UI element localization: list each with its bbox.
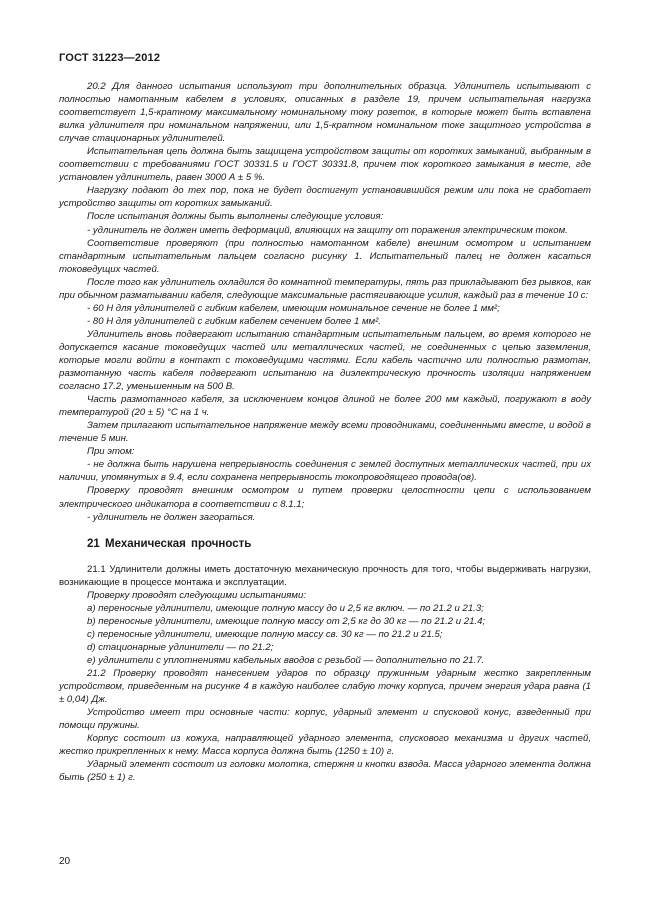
paragraph: Проверку проводят следующими испытаниями: xyxy=(87,589,306,601)
paragraph: Нагрузку подают до тех пор, пока не будет достигнут установившийся режим или пока не сработает устройство защиты от коротких замыканий. xyxy=(59,185,591,210)
list-item: е) удлинители с уплотнениями кабельных вводов с резьбой — дополнительно по 21.7. xyxy=(87,654,485,666)
paragraph: Устройство имеет три основные части: корпус, ударный элемент и спусковой конус, взведенный при помощи пружины. xyxy=(59,707,591,732)
paragraph: Соответствие проверяют (при полностью намотанном кабеле) внешним осмотром и испытанием стандартным испытательным пальцем согласно рисунку 1. Испытательный палец не должен касаться токоведущих частей. xyxy=(59,237,591,275)
list-item: - не должна быть нарушена непрерывность соединения с землей доступных металлических частей, при их наличии, упомянутых в 9.4, если сохранена непрерывность токопроводящего провода(ов). xyxy=(59,459,591,484)
list-item: а) переносные удлинители, имеющие полную массу до и 2,5 кг включ. — по 21.2 и 21.3; xyxy=(87,602,484,614)
document-body xyxy=(59,80,591,784)
paragraph: 21.2 Проверку проводят нанесением ударов по образцу пружинным ударным жестко закрепленным устройством, приведенным на рисунке 4 в каждую наиболее слабую точку корпуса, причем энергия удара равна (1 ± 0,04) Дж. xyxy=(59,668,591,706)
section-number: 21 xyxy=(87,537,100,550)
list-item: - 60 Н для удлинителей с гибким кабелем, имеющим номинальное сечение не более 1 мм²; xyxy=(87,302,500,314)
section-heading xyxy=(87,538,591,551)
paragraph: Затем прилагают испытательное напряжение между всеми проводниками, соединенными вместе, и водой в течение 5 мин. xyxy=(59,420,591,445)
paragraph: Проверку проводят внешним осмотром и путем проверки целостности цепи с использованием электрического индикатора в соответствии с 8.1.1; xyxy=(59,485,591,510)
list-item: - удлинитель не должен загораться. xyxy=(87,511,256,523)
paragraph: Ударный элемент состоит из головки молотка, стержня и кнопки взвода. Масса ударного элемента должна быть (250 ± 1) г. xyxy=(59,759,591,784)
paragraph: 21.1 Удлинители должны иметь достаточную механическую прочность для того, чтобы выдерживать нагрузки, возникающие в процессе монтажа и эксплуатации. xyxy=(59,563,591,588)
paragraph: После испытания должны быть выполнены следующие условия: xyxy=(87,211,384,223)
paragraph: При этом: xyxy=(87,446,135,458)
list-item: d) стационарные удлинители — по 21.2; xyxy=(87,641,274,653)
paragraph: После того как удлинитель охладился до комнатной температуры, пять раз прикладывают без рывков, как при обычном разматывании кабеля, следующие максимальные растягивающие усилия, каждый раз в течение 10 с: xyxy=(59,276,591,301)
paragraph: Часть размотанного кабеля, за исключением концов длиной не более 200 мм каждый, погружают в воду температурой (20 ± 5) °С на 1 ч. xyxy=(59,394,591,419)
list-item: - 80 Н для удлинителей с гибким кабелем сечением более 1 мм². xyxy=(87,315,381,327)
paragraph: Испытательная цепь должна быть защищена устройством защиты от коротких замыканий, выбранным в соответствии с требованиями ГОСТ 30331.5 и ГОСТ 30331.8, причем ток короткого замыкания в месте, где установлен удлинитель, равен 3000 А ± 5 %. xyxy=(59,146,591,184)
paragraph: Удлинитель вновь подвергают испытанию стандартным испытательным пальцем, во время которого не допускается касание токоведущих частей или металлических частей, не соединенных с цепью заземления, которые могли войти в контакт с токоведущими частями. Если кабель частично или полностью размотан, размотанную часть кабеля подвергают испытанию на диэлектрическую прочность изоляции напряжением согласно 17.2, уменьшенным на 500 В. xyxy=(59,328,591,393)
paragraph: 20.2 Для данного испытания используют три дополнительных образца. Удлинитель испытывают с полностью намотанным кабелем в условиях, описанных в разделе 19, причем испытательная нагрузка соответствует 1,5-кратному максимальному номинальному току розеток, в которые может быть вставлена вилка удлинителя при номинальном напряжении, или 1,5-кратном номинальном токе защитного устройства в случае стационарных удлинителей. xyxy=(59,81,591,145)
document-header: ГОСТ 31223—2012 xyxy=(59,52,161,64)
section-title: Механическая прочность xyxy=(105,537,252,550)
list-item: с) переносные удлинители, имеющие полную массу св. 30 кг — по 21.2 и 21.5; xyxy=(87,628,443,640)
list-item: - удлинитель не должен иметь деформаций, влияющих на защиту от поражения электрическим током. xyxy=(87,224,568,236)
page-number: 20 xyxy=(59,856,71,867)
paragraph: Корпус состоит из кожуха, направляющей ударного элемента, спускового механизма и других частей, жестко прикрепленных к нему. Масса корпуса должна быть (1250 ± 10) г. xyxy=(59,733,591,758)
list-item: b) переносные удлинители, имеющие полную массу от 2,5 кг до 30 кг — по 21.2 и 21.4; xyxy=(87,615,486,627)
